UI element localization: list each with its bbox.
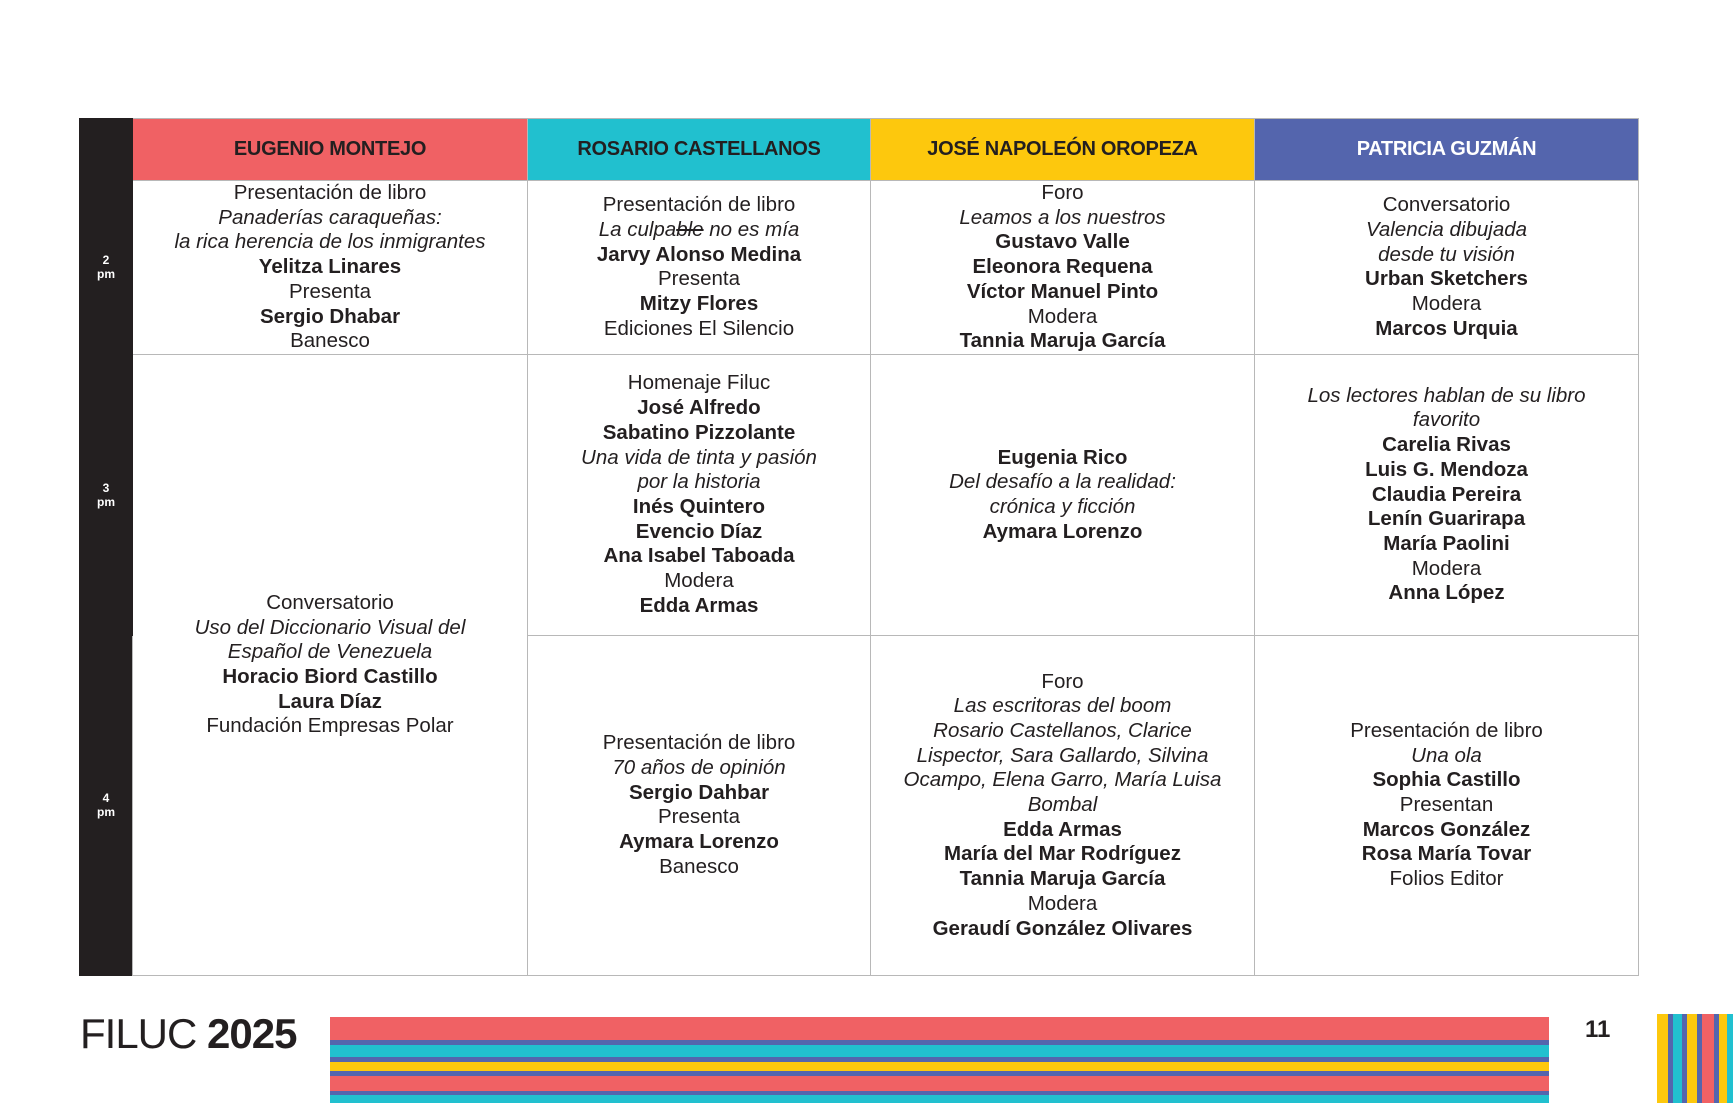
- filuc-logo: [80, 1010, 296, 1058]
- event-castellanos-3pm: [528, 354, 871, 635]
- participant: Luis G. Mendoza: [1365, 457, 1528, 481]
- event-oropeza-3pm: [871, 354, 1255, 635]
- participant: Aymara Lorenzo: [982, 519, 1143, 543]
- participant: Urban Sketchers: [1365, 267, 1528, 291]
- event-title: por la historia: [637, 470, 761, 494]
- role: Modera: [1411, 292, 1482, 316]
- event-type: Conversatorio: [266, 590, 394, 614]
- header-row: [80, 119, 1639, 181]
- participant: Marcos González: [1362, 817, 1531, 841]
- event-oropeza-2pm: [871, 181, 1255, 355]
- participant: María Paolini: [1383, 531, 1510, 555]
- participant: Gustavo Valle: [995, 230, 1130, 254]
- participant: Sergio Dahbar: [628, 780, 770, 804]
- event-title: desde tu visión: [1378, 242, 1515, 266]
- event-title: Ocampo, Elena Garro, María Luisa: [903, 768, 1222, 792]
- participant: Edda Armas: [1003, 817, 1122, 841]
- vstripe-yellow: [1687, 1014, 1697, 1103]
- header-rosario-castellanos: ROSARIO CASTELLANOS: [528, 119, 871, 181]
- time-num: 2: [102, 253, 110, 268]
- organization: Banesco: [659, 854, 739, 878]
- participant: Mitzy Flores: [639, 292, 759, 316]
- event-title: la rica herencia de los inmigrantes: [174, 230, 486, 254]
- vstripe-yellow: [1657, 1014, 1668, 1103]
- event-title: Lispector, Sara Gallardo, Silvina: [916, 743, 1209, 767]
- event-castellanos-4pm: [528, 635, 871, 975]
- event-title: favorito: [1412, 408, 1481, 432]
- participant: Carelia Rivas: [1382, 433, 1511, 457]
- header-eugenio-montejo: EUGENIO MONTEJO: [133, 119, 528, 181]
- role: Modera: [664, 569, 734, 593]
- logo-year: 2025: [207, 1010, 297, 1057]
- event-title: Bombal: [1027, 793, 1098, 817]
- event-title: Leamos a los nuestros: [959, 205, 1166, 229]
- organization: Fundación Empresas Polar: [206, 714, 454, 738]
- participant: José Alfredo: [637, 396, 761, 420]
- participant: Laura Díaz: [278, 689, 382, 713]
- event-guzman-2pm: [1255, 181, 1639, 355]
- event-title: Una ola: [1411, 743, 1482, 767]
- time-num: 3: [102, 480, 110, 495]
- event-title: Panaderías caraqueñas:: [218, 205, 442, 229]
- vstripe-yellow: [1719, 1014, 1727, 1103]
- event-title: Las escritoras del boom: [953, 694, 1172, 718]
- participant: Jarvy Alonso Medina: [596, 242, 802, 266]
- stripe-red: [330, 1017, 1549, 1040]
- participant: Geraudí González Olivares: [932, 916, 1193, 940]
- event-title: Rosario Castellanos, Clarice: [933, 718, 1192, 742]
- event-title: 70 años de opinión: [612, 756, 786, 780]
- event-guzman-4pm: [1255, 635, 1639, 975]
- participant: Marcos Urquia: [1375, 316, 1518, 340]
- event-type: Foro: [1041, 669, 1084, 693]
- participant: Sergio Dhabar: [259, 304, 401, 328]
- participant: Aymara Lorenzo: [619, 830, 779, 854]
- time-2pm: [80, 181, 133, 355]
- decorative-vertical-stripes: [1657, 1014, 1733, 1103]
- participant: Víctor Manuel Pinto: [966, 279, 1159, 303]
- time-unit: pm: [97, 494, 115, 509]
- event-oropeza-4pm: [871, 635, 1255, 975]
- participant: Tannia Maruja García: [959, 867, 1166, 891]
- row-3pm: [80, 354, 1639, 635]
- event-montejo-3-4pm: [133, 354, 528, 975]
- organization: Banesco: [290, 329, 370, 353]
- event-castellanos-2pm: [528, 181, 871, 355]
- organization: Folios Editor: [1389, 867, 1504, 891]
- participant: Anna López: [1388, 581, 1505, 605]
- vstripe-cyan: [1727, 1014, 1733, 1103]
- event-title: Español de Venezuela: [227, 640, 433, 664]
- event-type: Homenaje Filuc: [627, 371, 771, 395]
- decorative-stripes: [330, 1017, 1549, 1103]
- event-type: Presentación de libro: [233, 181, 427, 204]
- vstripe-cyan: [1673, 1014, 1682, 1103]
- stripe-red: [330, 1076, 1549, 1091]
- participant: Evencio Díaz: [635, 519, 763, 543]
- participant: Lenín Guarirapa: [1367, 507, 1526, 531]
- title-part: no es mía: [703, 218, 800, 242]
- stripe-yellow: [330, 1062, 1549, 1071]
- role: Modera: [1411, 556, 1482, 580]
- event-title: Una vida de tinta y pasión: [581, 445, 817, 469]
- participant: Tannia Maruja García: [959, 329, 1166, 353]
- participant: Yelitza Linares: [258, 255, 402, 279]
- participant: Rosa María Tovar: [1361, 842, 1532, 866]
- event-title: Uso del Diccionario Visual del: [194, 615, 466, 639]
- participant: Sabatino Pizzolante: [602, 420, 796, 444]
- event-type: Presentación de libro: [602, 731, 796, 755]
- participant: Ana Isabel Taboada: [603, 544, 795, 568]
- time-unit: pm: [97, 267, 115, 282]
- organization: Ediciones El Silencio: [603, 316, 795, 340]
- row-2pm: [80, 181, 1639, 355]
- role: Presenta: [288, 279, 372, 303]
- participant: Eleonora Requena: [972, 255, 1153, 279]
- vstripe-red: [1702, 1014, 1714, 1103]
- event-type: Presentación de libro: [602, 193, 796, 217]
- event-title: Del desafío a la realidad:: [949, 470, 1176, 494]
- time-num: 4: [102, 791, 110, 806]
- stripe-cyan: [330, 1095, 1549, 1103]
- time-unit: pm: [97, 805, 115, 820]
- participant: Eugenia Rico: [997, 445, 1128, 469]
- title-strike-part: ble: [676, 218, 704, 242]
- event-type: Foro: [1041, 181, 1084, 204]
- participant: María del Mar Rodríguez: [944, 842, 1181, 866]
- participant: Horacio Biord Castillo: [222, 664, 438, 688]
- header-patricia-guzman: PATRICIA GUZMÁN: [1255, 119, 1639, 181]
- participant: Claudia Pereira: [1371, 482, 1522, 506]
- role: Presentan: [1399, 793, 1494, 817]
- time-4pm: [80, 635, 133, 975]
- event-type: Presentación de libro: [1350, 718, 1543, 742]
- event-montejo-2pm: [133, 181, 528, 355]
- event-title: [528, 218, 870, 243]
- event-title: crónica y ficción: [989, 494, 1136, 518]
- schedule-table: [79, 118, 1639, 976]
- event-title: Valencia dibujada: [1365, 218, 1528, 242]
- role: Modera: [1027, 304, 1098, 328]
- event-type: Conversatorio: [1382, 193, 1511, 217]
- participant: Edda Armas: [639, 593, 759, 617]
- participant: Inés Quintero: [632, 494, 766, 518]
- logo-brand: FILUC: [80, 1010, 197, 1057]
- page-number: 11: [1585, 1016, 1611, 1043]
- role: Modera: [1027, 891, 1098, 915]
- stripe-cyan: [330, 1045, 1549, 1057]
- header-jose-napoleon-oropeza: JOSÉ NAPOLEÓN OROPEZA: [871, 119, 1255, 181]
- time-3pm: [80, 354, 133, 635]
- title-part: La culpa: [598, 218, 677, 242]
- participant: Sophia Castillo: [1372, 768, 1521, 792]
- event-guzman-3pm: [1255, 354, 1639, 635]
- corner-cell: [80, 119, 133, 181]
- role: Presenta: [657, 267, 741, 291]
- role: Presenta: [657, 805, 741, 829]
- event-title: Los lectores hablan de su libro: [1307, 383, 1586, 407]
